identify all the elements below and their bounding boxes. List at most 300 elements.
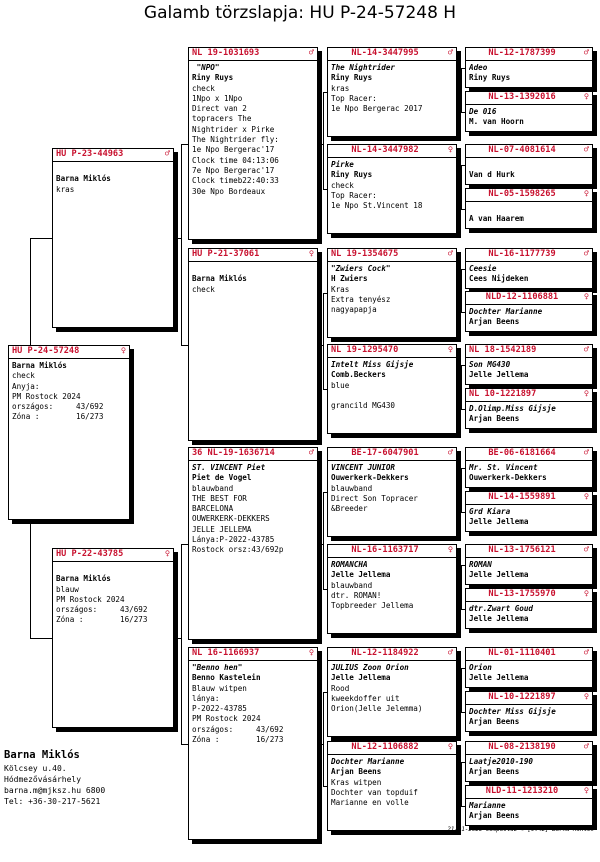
card-line [56,164,170,174]
card-line: Nightrider x Pirke [192,124,275,134]
card-body [466,61,592,84]
card-line: ROMANCHA [331,560,368,569]
card-header [466,545,592,558]
card-line: "Benno hen" [192,663,243,672]
card-line: Arjan Beens [331,767,382,777]
card-header [466,692,592,705]
card-line: 1Npo x 1Npo [192,93,243,103]
card-line: Benno Kastelein [192,673,261,683]
card-line: VINCENT JUNIOR [331,463,396,472]
female-icon: ♀ [308,249,314,259]
ring-number: NL-01-1110401 [488,648,556,658]
female-icon: ♀ [308,648,314,658]
ring-number: NL-13-1756121 [488,545,556,555]
card-line: Marianne [469,801,506,810]
card-line: Jelle Jellema [469,370,529,380]
card-line: "Zwiers Cock" [331,264,391,273]
card-line: Arjan Beens [469,811,520,821]
card-header [466,589,592,602]
connector-line [323,692,324,786]
female-icon: ♀ [583,389,589,399]
ring-number: NL-14-3447982 [351,145,419,155]
connector-line [323,92,324,189]
ring-number: HU P-23-44963 [56,149,124,159]
card-body [466,202,592,225]
connector-line [174,238,181,239]
owner-phone: Tel: +36-30-217-5621 [4,797,101,806]
pigeon-card-father [52,148,174,328]
card-line: dtr. ROMAN! [331,590,382,600]
ring-number: NL-07-4081614 [488,145,556,155]
card-header [466,48,592,61]
card-line: ST. VINCENT Piet [192,463,266,472]
card-body [466,755,592,778]
card-line: De 016 [469,107,497,116]
card-header [466,249,592,262]
card-header [466,92,592,105]
card-body [466,558,592,581]
card-line: Direct van 2 [192,104,247,114]
card-line: Orion(Jelle Jelemma) [331,704,423,714]
card-line: Piet de Vogel [192,473,252,483]
card-line: Jelle Jellema [331,570,391,580]
card-line: Riny Ruys [469,73,511,83]
card-line: Orion [469,663,492,672]
card-line: Pirke [331,160,354,169]
card-line: &Breeder [331,504,368,514]
footer-note: 21-01-2025 Compuclub ® [9.42] Barna Miklós [447,827,594,833]
card-line: Clock timeb22:40:33 [192,176,279,186]
pigeon-card-g9 [465,447,593,488]
card-body [466,705,592,728]
pigeon-card-mm [188,647,318,840]
card-line: Arjan Beens [469,414,520,424]
owner-name: Barna Miklós [4,749,80,761]
female-icon: ♀ [583,92,589,102]
card-line: 1e Npo Bergerac'17 [192,145,275,155]
pigeon-card-mfm [327,544,457,634]
pigeon-card-subject [8,345,130,520]
card-line: országos: 43/692 [56,605,148,615]
card-line: Comb.Beckers [331,370,386,380]
card-line: blauw [56,584,79,594]
male-icon: ♂ [583,145,589,155]
card-header [466,292,592,305]
card-header [466,492,592,505]
ring-number: NLD-11-1213210 [485,786,559,796]
card-line: 30e Npo Bordeaux [192,186,266,196]
connector-line [30,638,52,639]
male-icon: ♂ [583,648,589,658]
card-header [328,48,456,61]
ring-number: NL-13-1392016 [488,92,556,102]
card-line: Direct Son Topracer [331,493,418,503]
card-line: Jelle Jellema [469,517,529,527]
connector-line [461,365,462,409]
female-icon: ♀ [583,692,589,702]
card-line: Zóna : 16/273 [56,615,148,625]
card-header [328,742,456,755]
owner-email: barna.m@mjksz.hu 6800 [4,786,106,795]
pigeon-card-fff [327,47,457,137]
card-line: Ceesie [469,264,497,273]
card-body [328,358,456,411]
female-icon: ♀ [583,492,589,502]
ring-number: NL-14-1559891 [488,492,556,502]
card-body [466,105,592,128]
connector-line [461,269,462,312]
card-line: Cees Nijdeken [469,274,529,284]
card-line: Barna Miklós [56,574,111,584]
card-body [466,158,592,181]
connector-line [181,744,188,745]
card-body [466,602,592,625]
ring-number: NL-13-1755970 [488,589,556,599]
card-line: "NPO" [192,63,220,72]
pigeon-card-g7 [465,344,593,385]
card-line: Jelle Jellema [469,673,529,683]
pigeon-card-g16 [465,785,593,826]
card-body [328,755,456,808]
female-icon: ♀ [583,189,589,199]
card-line: Riny Ruys [192,73,234,83]
pigeon-card-g4 [465,188,593,229]
card-body [53,562,173,626]
owner-block [4,748,105,807]
connector-line [181,345,188,346]
card-line: THE BEST FOR [192,493,247,503]
card-body [466,661,592,684]
card-line: Zóna : 16/273 [12,412,104,422]
card-line: grancild MG430 [331,401,396,411]
card-line: check [192,83,215,93]
male-icon: ♂ [583,545,589,555]
card-body [328,61,456,114]
card-line: Grd Kiara [469,507,511,516]
pigeon-card-fmm [327,344,457,434]
card-body [466,799,592,822]
card-line: Anyja: [12,381,40,391]
card-header [189,448,317,461]
card-line: Arjan Beens [469,317,520,327]
ring-number: NL-10-1221897 [488,692,556,702]
female-icon: ♀ [447,145,453,155]
card-line: blauwband [192,483,234,493]
male-icon: ♂ [447,648,453,658]
card-line: Marianne en volle [331,798,409,808]
card-line: PM Rostock 2024 [12,391,81,401]
card-line: Jelle Jellema [469,614,529,624]
connector-line [181,544,188,545]
male-icon: ♂ [583,742,589,752]
card-header [189,249,317,262]
male-icon: ♂ [447,249,453,259]
pigeon-card-g6 [465,291,593,332]
card-line: Ouwerkerk-Dekkers [331,473,409,483]
female-icon: ♀ [583,292,589,302]
card-line: Son MG430 [469,360,511,369]
card-line: Arjan Beens [469,767,520,777]
card-body [466,262,592,285]
pigeon-card-mff [327,447,457,537]
card-body [328,461,456,514]
card-line: The Nightrider [331,63,396,72]
ring-number: NL-12-1184922 [351,648,419,658]
connector-line [461,68,462,112]
connector-line [181,144,188,145]
male-icon: ♂ [583,249,589,259]
card-header [328,145,456,158]
card-line [469,160,589,170]
connector-line [30,238,52,239]
ring-number: NL 16-1166937 [192,648,260,658]
card-header [328,249,456,262]
page-title: Galamb törzslapja: HU P-24-57248 H [143,3,457,23]
pigeon-card-g2 [465,91,593,132]
card-line: M. van Hoorn [469,117,524,127]
female-icon: ♀ [447,545,453,555]
male-icon: ♂ [308,448,314,458]
card-line: Barna Miklós [192,274,247,284]
card-line: országos: 43/692 [192,724,284,734]
female-icon: ♀ [447,742,453,752]
card-header [189,648,317,661]
pigeon-card-ffm [327,144,457,234]
male-icon: ♂ [164,149,170,159]
card-header [328,545,456,558]
female-icon: ♀ [164,549,170,559]
pigeon-card-mother [52,548,174,728]
card-line: Riny Ruys [331,170,373,180]
ring-number: NL-08-2138190 [488,742,556,752]
connector-line [174,638,181,639]
card-line: Dochter Marianne [331,757,405,766]
card-line [56,564,170,574]
pigeon-card-g1 [465,47,593,88]
card-line: nagyapapja [331,305,377,315]
card-header [328,648,456,661]
card-line: Lánya:P-2022-43785 [192,535,275,545]
owner-street: Kölcsey u.40. [4,764,67,773]
card-line: Laatje2010-190 [469,757,534,766]
pigeon-card-fmf [327,248,457,338]
card-line: The Nightrider fly: [192,135,279,145]
card-line: Barna Miklós [56,174,111,184]
card-header [53,149,173,162]
card-body [466,305,592,328]
card-line: Ouwerkerk-Dekkers [469,473,547,483]
pigeon-card-g12 [465,588,593,629]
ring-number: HU P-24-57248 [12,346,80,356]
card-line: ROMAN [469,560,492,569]
male-icon: ♂ [583,48,589,58]
pigeon-card-mmm [327,741,457,831]
card-body [189,461,317,556]
pigeon-card-g14 [465,691,593,732]
connector-line [461,668,462,712]
card-body [328,262,456,315]
card-line: Mr. St. Vincent [469,463,538,472]
card-line: lánya: [192,693,220,703]
male-icon: ♂ [308,48,314,58]
pigeon-card-ff [188,47,318,240]
card-header [466,786,592,799]
card-line: PM Rostock 2024 [56,594,125,604]
card-line: dtr.Zwart Goud [469,604,534,613]
card-body [189,262,317,295]
card-header [466,345,592,358]
connector-line [323,492,324,589]
card-line: kweekdoffer uit [331,693,400,703]
ring-number: NLD-12-1106881 [485,292,559,302]
ring-number: NL-12-1787399 [488,48,556,58]
card-line: H Zwiers [331,274,368,284]
female-icon: ♀ [583,589,589,599]
card-line: blauwband [331,483,373,493]
card-header [466,145,592,158]
connector-line [323,293,324,389]
card-line: BARCELONA [192,504,234,514]
card-header [328,448,456,461]
connector-line [461,565,462,609]
card-line: Rood [331,683,350,693]
card-line: Riny Ruys [331,73,373,83]
card-line: check [192,284,215,294]
female-icon: ♀ [120,346,126,356]
card-header [189,48,317,61]
card-line: Kras witpen [331,777,382,787]
connector-line [181,544,182,744]
card-line: blauwband [331,580,373,590]
card-body [328,158,456,211]
card-line: topracers The [192,114,252,124]
ring-number: NL 19-1295470 [331,345,399,355]
card-line: országos: 43/692 [12,402,104,412]
card-line: Adeo [469,63,488,72]
card-body [328,558,456,611]
owner-city: Hódmezővásárhely [4,775,82,784]
pigeon-card-g5 [465,248,593,289]
ring-number: BE-17-6047901 [351,448,419,458]
card-header [466,389,592,402]
card-header [466,742,592,755]
card-body [466,461,592,484]
ring-number: NL 19-1031693 [192,48,260,58]
ring-number: NL-16-1177739 [488,249,556,259]
card-line: Top Racer: [331,190,377,200]
card-line: Clock time 04:13:06 [192,155,279,165]
male-icon: ♂ [583,448,589,458]
card-body [53,162,173,195]
card-header [466,648,592,661]
card-line: P-2022-43785 [192,704,247,714]
ring-number: NL-05-1598265 [488,189,556,199]
female-icon: ♀ [447,345,453,355]
card-body [189,61,317,197]
card-header [53,549,173,562]
card-line: A van Haarem [469,214,524,224]
card-line: Extra tenyész [331,294,391,304]
card-line: OUWERKERK-DEKKERS [192,514,270,524]
card-line: Van d Hurk [469,170,515,180]
male-icon: ♂ [447,48,453,58]
connector-line [181,144,182,345]
card-line: 1e Npo Bergerac 2017 [331,104,423,114]
card-line: Jelle Jellema [331,673,391,683]
card-body [466,402,592,425]
ring-number: HU P-21-37061 [192,249,260,259]
pigeon-card-g15 [465,741,593,782]
card-line: JULIUS Zoon Orion [331,663,409,672]
card-line [192,264,314,274]
card-body [328,661,456,714]
ring-number: NL-14-3447995 [351,48,419,58]
card-header [9,346,129,359]
male-icon: ♂ [583,345,589,355]
card-line: Kras [331,284,350,294]
pigeon-card-fm [188,248,318,441]
card-line: Rostock orsz:43/692p [192,545,284,555]
ring-number: NL 19-1354675 [331,249,399,259]
ring-number: NL 18-1542189 [469,345,537,355]
card-line: Intelt Miss Gijsje [331,360,414,369]
card-line: Zóna : 16/273 [192,735,284,745]
pigeon-card-g8 [465,388,593,429]
ring-number: NL 10-1221897 [469,389,537,399]
card-header [466,189,592,202]
card-line: JELLE JELLEMA [192,524,252,534]
card-line: PM Rostock 2024 [192,714,261,724]
card-line: Topbreeder Jellema [331,601,414,611]
card-body [9,359,129,423]
card-line: Arjan Beens [469,717,520,727]
ring-number: 36 NL-19-1636714 [192,448,275,458]
card-line: check [12,371,35,381]
ring-number: NL-16-1163717 [351,545,419,555]
card-line: Jelle Jellema [469,570,529,580]
connector-line [461,468,462,512]
card-line: kras [331,83,350,93]
pigeon-card-g13 [465,647,593,688]
ring-number: NL-12-1106882 [351,742,419,752]
card-line [331,391,453,401]
female-icon: ♀ [583,786,589,796]
card-line: Blauw witpen [192,683,247,693]
card-line: 7e Npo Bergerac'17 [192,165,275,175]
pigeon-card-mmf [327,647,457,737]
card-line: Top Racer: [331,93,377,103]
card-line: Dochter Marianne [469,307,543,316]
male-icon: ♂ [447,448,453,458]
card-header [466,448,592,461]
card-line: Dochter van topduif [331,787,418,797]
ring-number: HU P-22-43785 [56,549,124,559]
card-line: check [331,180,354,190]
card-line: blue [331,380,350,390]
pigeon-card-g11 [465,544,593,585]
card-line: D.Olimp.Miss Gijsje [469,404,556,413]
card-line: kras [56,184,75,194]
card-header [328,345,456,358]
connector-line [461,165,462,209]
pigeon-card-mf [188,447,318,640]
card-line: 1e Npo St.Vincent 18 [331,201,423,211]
card-body [466,358,592,381]
card-body [189,661,317,745]
connector-line [461,762,462,806]
card-body [466,505,592,528]
card-line [469,204,589,214]
